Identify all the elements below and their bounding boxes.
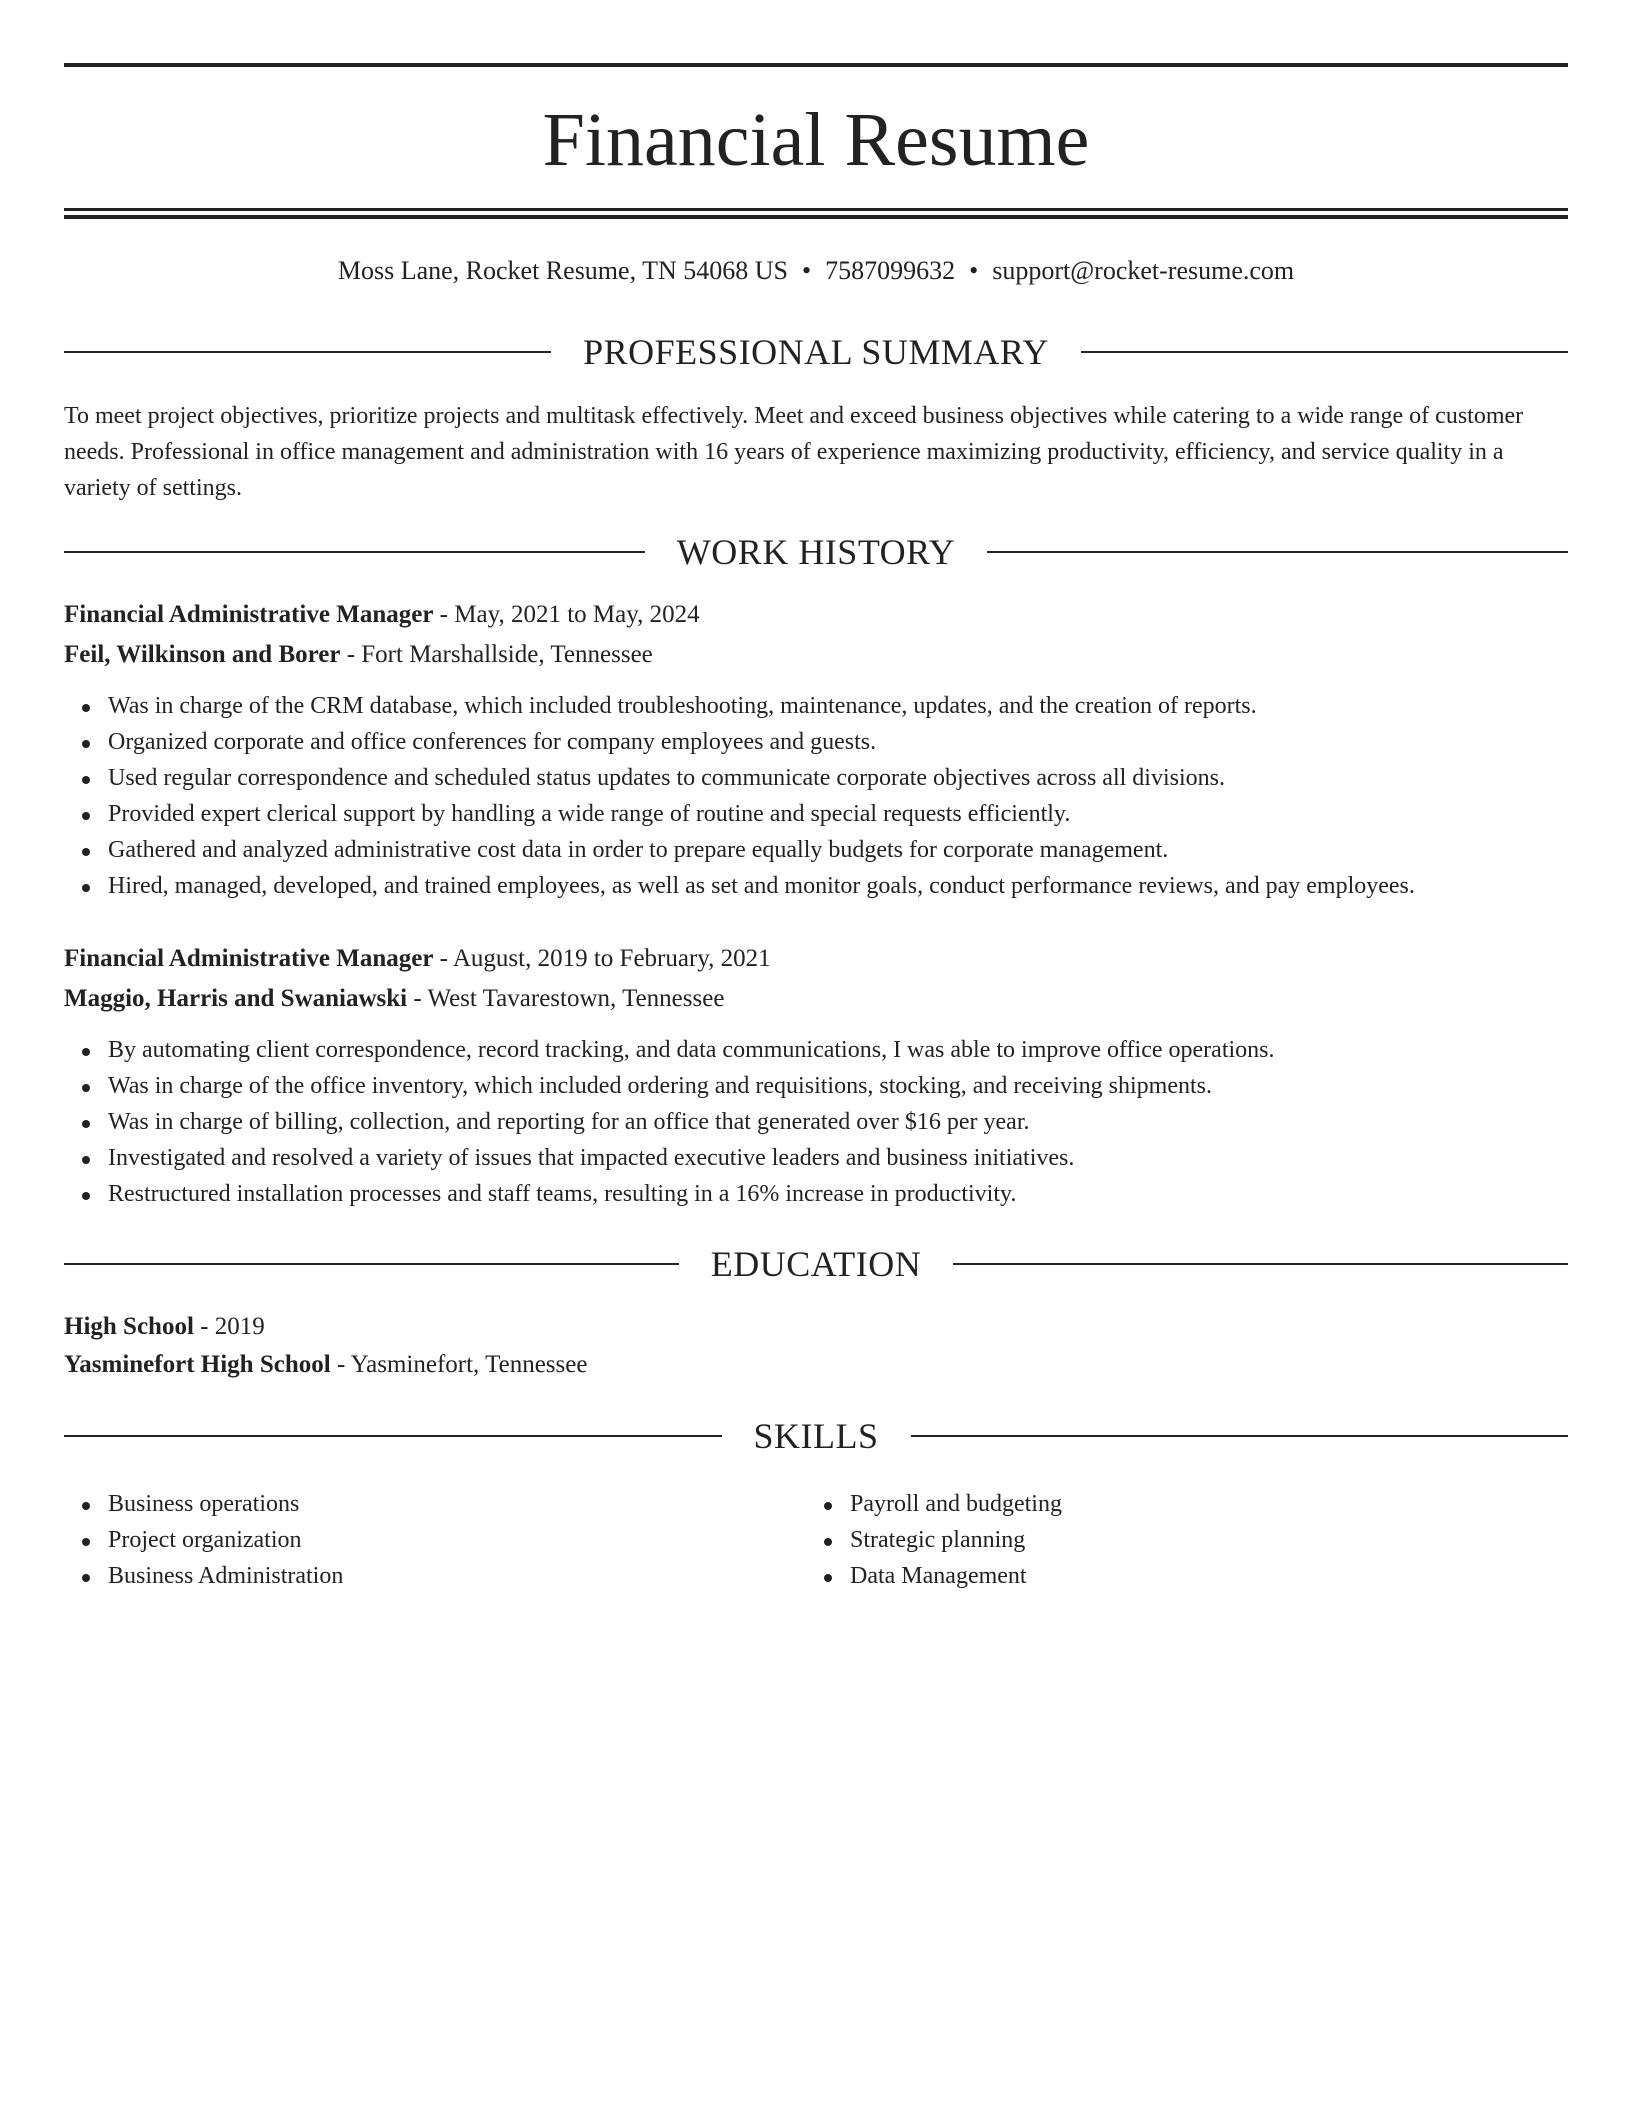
list-item: Investigated and resolved a variety of issues that impacted executive leaders and business initiatives.: [108, 1140, 1568, 1176]
header-bottom-rule-thin: [64, 208, 1568, 211]
list-item: By automating client correspondence, record tracking, and data communications, I was able to improve office operations.: [108, 1032, 1568, 1068]
skill-item: Project organization: [108, 1522, 808, 1558]
job-company-line: [64, 637, 653, 673]
heading-rule-left: [64, 551, 645, 553]
job-company: Maggio, Harris and Swaniawski: [64, 985, 408, 1012]
resume-title: Financial Resume: [542, 98, 1090, 182]
list-item: Was in charge of the office inventory, which included ordering and requisitions, stocking, and receiving shipments.: [108, 1068, 1568, 1104]
list-item: Was in charge of billing, collection, and reporting for an office that generated over $16 per year.: [108, 1104, 1568, 1140]
header-top-rule: [64, 63, 1568, 67]
education-school-line: [64, 1347, 587, 1383]
skills-list-left: [64, 1486, 808, 1594]
summary-text: To meet project objectives, prioritize projects and multitask effectively. Meet and exceed business objectives while catering to a wide range of customer needs. Professional in office management and administration with 16 years of experience maximizing productivity, efficiency, and service quality in a variety of settings.: [64, 403, 1524, 501]
education-degree: High School: [64, 1313, 194, 1340]
list-item: Organized corporate and office conferences for company employees and guests.: [108, 724, 1568, 760]
heading-rule-right: [911, 1435, 1569, 1437]
job-title-line: [64, 597, 700, 633]
contact-address: Moss Lane, Rocket Resume, TN 54068 US: [337, 256, 788, 285]
heading-rule-right: [1081, 351, 1568, 353]
list-item: Hired, managed, developed, and trained employees, as well as set and monitor goals, conduct performance reviews, and pay employees.: [108, 868, 1568, 904]
job-bullets: [64, 688, 1568, 904]
education-year: - 2019: [193, 1313, 265, 1340]
heading-rule-right: [987, 551, 1568, 553]
list-item: Was in charge of the CRM database, which included troubleshooting, maintenance, updates, and the creation of reports.: [108, 688, 1568, 724]
job-company-line: [64, 981, 724, 1017]
education-section-heading: [64, 1242, 1568, 1286]
job-title: Financial Administrative Manager: [64, 945, 434, 972]
work-section-heading: [64, 530, 1568, 574]
skill-item: Data Management: [850, 1558, 1550, 1594]
education-location: - Yasminefort, Tennessee: [330, 1351, 588, 1378]
skills-heading-label: SKILLS: [753, 1416, 879, 1456]
contact-email: support@rocket-resume.com: [992, 256, 1295, 285]
job-dates: - August, 2019 to February, 2021: [433, 945, 771, 972]
job-company: Feil, Wilkinson and Borer: [64, 641, 341, 668]
summary-heading-label: PROFESSIONAL SUMMARY: [583, 332, 1049, 372]
list-item: Restructured installation processes and staff teams, resulting in a 16% increase in productivity.: [108, 1176, 1568, 1212]
skill-item: Business Administration: [108, 1558, 808, 1594]
skill-item: Business operations: [108, 1486, 808, 1522]
work-heading-label: WORK HISTORY: [676, 532, 956, 572]
skill-item: Payroll and budgeting: [850, 1486, 1550, 1522]
education-heading-label: EDUCATION: [710, 1244, 922, 1284]
job-dates: - May, 2021 to May, 2024: [433, 601, 700, 628]
contact-separator: •: [802, 256, 812, 285]
list-item: Gathered and analyzed administrative cost data in order to prepare equally budgets for corporate management.: [108, 832, 1568, 868]
education-school: Yasminefort High School: [64, 1351, 331, 1378]
list-item: Provided expert clerical support by handling a wide range of routine and special requests efficiently.: [108, 796, 1568, 832]
job-title-line: [64, 941, 771, 977]
heading-rule-left: [64, 1435, 722, 1437]
contact-separator: •: [969, 256, 979, 285]
job-location: - West Tavarestown, Tennessee: [407, 985, 725, 1012]
heading-rule-left: [64, 351, 551, 353]
skills-section-heading: [64, 1414, 1568, 1458]
heading-rule-left: [64, 1263, 679, 1265]
heading-rule-right: [953, 1263, 1568, 1265]
contact-line: [64, 254, 1568, 288]
summary-section-heading: [64, 330, 1568, 374]
header-bottom-rule-thick: [64, 215, 1568, 219]
skill-item: Strategic planning: [850, 1522, 1550, 1558]
skills-list-right: [806, 1486, 1550, 1594]
job-bullets: [64, 1032, 1568, 1212]
job-title: Financial Administrative Manager: [64, 601, 434, 628]
job-location: - Fort Marshallside, Tennessee: [340, 641, 653, 668]
education-degree-line: [64, 1309, 265, 1345]
list-item: Used regular correspondence and scheduled status updates to communicate corporate objectives across all divisions.: [108, 760, 1568, 796]
contact-phone: 7587099632: [825, 256, 956, 285]
